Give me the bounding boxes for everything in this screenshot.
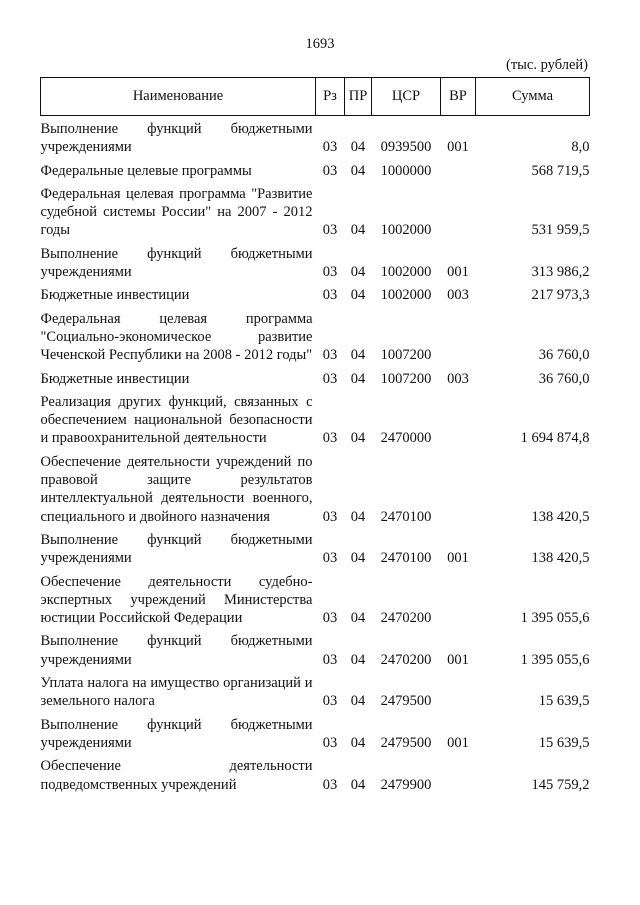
cell-vr: 001 [447,264,469,281]
cell-name: Бюджетные инвестиции [40,370,190,387]
cell-rz: 03 [322,287,338,304]
cell-sum: 15 639,5 [538,734,590,751]
page-number: 1693 [305,36,335,52]
cell-pr: 04 [350,162,366,179]
cell-sum: 1 694 874,8 [520,430,590,447]
cell-rz: 03 [322,222,338,239]
cell-rz: 03 [322,550,338,567]
cell-pr: 04 [350,264,366,281]
cell-name: Выполнение функций бюджетными учреждениями [40,245,313,281]
table-row [41,310,590,370]
cell-csr: 2470100 [380,508,432,525]
cell-sum: 36 760,0 [538,347,590,364]
cell-vr: 001 [447,139,469,156]
cell-pr: 04 [350,550,366,567]
cell-pr: 04 [350,693,366,710]
cell-rz: 03 [322,347,338,364]
cell-pr: 04 [350,508,366,525]
table-row [41,453,590,531]
cell-csr: 1002000 [380,222,432,239]
cell-pr: 04 [350,287,366,304]
cell-sum: 145 759,2 [531,776,590,793]
cell-pr: 04 [350,139,366,156]
table-row [41,185,590,245]
table-header [41,78,590,116]
cell-vr [441,757,476,799]
cell-pr: 04 [350,776,366,793]
cell-name: Федеральная целевая программа "Социально-экономическое развитие Чеченской Республики на 2008 - 2012 годы" [40,310,313,364]
cell-name: Выполнение функций бюджетными учреждениями [40,531,313,567]
cell-name: Уплата налога на имущество организаций и земельного налога [40,675,313,710]
cell-sum: 138 420,5 [531,508,590,525]
header-name: Наименование [41,78,316,116]
cell-pr: 04 [350,610,366,627]
cell-vr [441,453,476,531]
cell-sum: 217 973,3 [531,287,590,304]
cell-sum: 531 959,5 [531,222,590,239]
cell-csr: 1002000 [380,287,432,304]
header-rz: Рз [316,78,345,116]
cell-name: Бюджетные инвестиции [40,287,190,304]
cell-name: Выполнение функций бюджетными учреждениями [40,716,313,751]
cell-pr: 04 [350,347,366,364]
cell-name: Обеспечение деятельности подведомственных учреждений [40,758,313,793]
cell-name: Федеральная целевая программа "Развитие судебной системы России" на 2007 - 2012 годы [40,185,313,239]
budget-table [40,77,590,799]
cell-sum: 8,0 [571,139,590,156]
header-csr: ЦСР [372,78,441,116]
cell-vr [441,393,476,453]
cell-name: Федеральные целевые программы [40,162,252,179]
cell-rz: 03 [322,508,338,525]
cell-rz: 03 [322,139,338,156]
cell-csr: 2479900 [380,776,432,793]
header-pr: ПР [345,78,372,116]
cell-csr: 2470200 [380,610,432,627]
cell-csr: 1007200 [380,370,432,387]
table-row [41,632,590,674]
cell-pr: 04 [350,734,366,751]
cell-csr: 0939500 [380,139,432,156]
table-row [41,245,590,287]
cell-vr: 001 [447,651,469,668]
header-sum: Сумма [476,78,590,116]
cell-rz: 03 [322,162,338,179]
cell-sum: 1 395 055,6 [520,610,590,627]
cell-csr: 2470200 [380,651,432,668]
cell-name: Обеспечение деятельности судебно-экспертных учреждений Министерства юстиции Российской Федерации [40,573,313,627]
cell-name: Выполнение функций бюджетными учреждениями [40,121,313,156]
cell-sum: 36 760,0 [538,370,590,387]
header-vr: ВР [441,78,476,116]
cell-csr: 2479500 [380,693,432,710]
cell-sum: 1 395 055,6 [520,651,590,668]
cell-csr: 1002000 [380,264,432,281]
cell-vr: 003 [447,287,469,304]
cell-rz: 03 [322,264,338,281]
cell-name: Обеспечение деятельности учреждений по правовой защите результатов интеллектуальной деятельности военного, специального и двойного назначения [40,453,313,525]
cell-rz: 03 [322,610,338,627]
cell-rz: 03 [322,370,338,387]
cell-vr [441,573,476,633]
table-row [41,531,590,573]
cell-name: Реализация других функций, связанных с обеспечением национальной безопасности и правоохранительной деятельности [40,393,313,447]
cell-vr [441,674,476,716]
cell-rz: 03 [322,734,338,751]
cell-sum: 313 986,2 [531,264,590,281]
table-row [41,162,590,185]
cell-vr [441,162,476,185]
cell-csr: 1007200 [380,347,432,364]
cell-pr: 04 [350,430,366,447]
cell-sum: 138 420,5 [531,550,590,567]
cell-csr: 2470100 [380,550,432,567]
cell-pr: 04 [350,222,366,239]
table-row [41,573,590,633]
cell-rz: 03 [322,651,338,668]
cell-name: Выполнение функций бюджетными учреждениями [40,633,313,668]
table-row [41,674,590,716]
cell-rz: 03 [322,430,338,447]
cell-vr: 003 [447,370,469,387]
cell-pr: 04 [350,651,366,668]
cell-vr: 001 [447,550,469,567]
cell-rz: 03 [322,776,338,793]
units-label: (тыс. рублей) [506,57,588,73]
cell-sum: 568 719,5 [531,162,590,179]
cell-csr: 1000000 [380,162,432,179]
cell-pr: 04 [350,370,366,387]
cell-csr: 2479500 [380,734,432,751]
cell-vr [441,185,476,245]
table-row [41,116,590,162]
cell-sum: 15 639,5 [538,693,590,710]
cell-vr: 001 [447,734,469,751]
table-row [41,286,590,309]
table-row [41,716,590,758]
cell-vr [441,310,476,370]
cell-csr: 2470000 [380,430,432,447]
table-row [41,393,590,453]
table-row [41,757,590,799]
cell-rz: 03 [322,693,338,710]
table-row [41,370,590,393]
